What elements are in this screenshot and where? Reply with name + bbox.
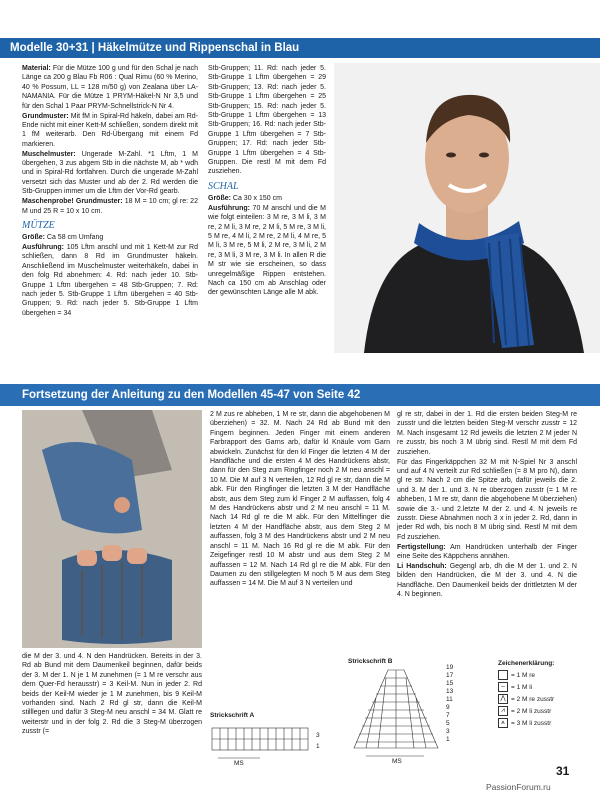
text: Mit fM in Spiral-Rd häkeln, dabei am Rd-Ende nicht mit einer Kett-M schließen, sondern direkt mit 1 fM weiterarb. Den Rd-Übergang mit einem Fd markieren. [22, 112, 198, 148]
section-header-2: Fortsetzung der Anleitung zu den Modellen 45-47 von Seite 42 [0, 384, 600, 406]
photo-fingerless-glove [22, 410, 202, 648]
row-13: 13 [446, 688, 454, 695]
text: Ca 30 x 150 cm [232, 194, 282, 202]
p2tog-symbol-icon: ⩘ [498, 706, 508, 716]
row-15: 15 [446, 680, 454, 687]
photo-glove-illustration [22, 410, 202, 648]
row-3: 3 [446, 728, 450, 735]
column-5 [22, 652, 202, 737]
legend-label: = 2 M li zusstr [511, 708, 552, 715]
purl-symbol-icon: – [498, 682, 508, 692]
label: Größe: [22, 234, 45, 241]
text: Für die Mütze 100 g und für den Schal je nach Länge ca 200 g Blau Fb R06 : Qual Rimu (60 % Merino, 40 % Possum, LL = 128 m/50 g) von Zealana über LA-NAMANIA. Für die Mütze 1 PRYM-Häkel-N Nr 3,5 und für den Schal 1 Paar PRYM-Schnellstrick-N Nr 4. [22, 65, 199, 110]
chart-a-title: Strickschrift A [210, 712, 255, 719]
photo-man-with-scarf [334, 63, 600, 353]
row-7: 7 [446, 712, 450, 719]
legend-title: Zeichenerklärung: [498, 660, 555, 667]
text: 105 Lftm anschl und mit 1 Kett-M zur Rd schließen, dann 8 Rd im Grundmuster häkeln. Anschließend im Muschelmuster weiterhäkeln, dabei in den folg Rd abnehmen: 4. Rd: nach jeder 10. Stb-Gruppe 1 Lftm übergehen = 48 Stb-Gruppen; 7. Rd: nach jeder 5. Stb-Gruppe 1 Lftm übergehen = 40 Stb-Gruppen; 9. Rd: nach jeder 5. Stb-Gruppe 1 Lftm übergehen = 34 [22, 243, 198, 317]
text: 18 M = 10 cm; gl re: 22 M und 25 R = 10 x 10 cm. [22, 198, 198, 215]
watermark: PassionForum.ru [486, 782, 551, 792]
legend-item [498, 670, 594, 682]
text: Gegengl arb, dh die M der 1. und 2. N bilden den Handrücken, die M der 3. und 4. N die Handfläche. Den Daumenkeil beids der drittletzten M der 4. N beginnen. [397, 563, 577, 599]
chart-a-row-3: 3 [316, 732, 320, 739]
legend-label: = 2 M re zusstr [511, 696, 555, 703]
column-2 [208, 64, 326, 298]
label: Muschelmuster: [22, 150, 76, 158]
legend-item [498, 718, 594, 730]
photo-man-illustration [334, 63, 600, 353]
chart-b-ms: MS [392, 758, 402, 765]
column-1 [22, 64, 198, 319]
text: Ungerade M-Zahl. *1 Lftm, 1 M übergehen, 3 zus abgem Stb in die nächste M, ab * wdh und in Spiral-Rd fortfahren. Durch die ungerade M-Zahl versetzt sich das Muster und ab der 2. Rd werden die Stb-Gruppen immer um die Lftm der Vor-Rd gearb. [22, 150, 199, 196]
legend-label: = 1 M li [511, 684, 533, 691]
p3tog-symbol-icon: ⩚ [498, 718, 508, 728]
chart-a-row-1: 1 [316, 743, 320, 750]
label: Grundmuster: [22, 112, 69, 120]
label: Maschenprobe! Grundmuster: [22, 198, 123, 206]
subheading-schal: SCHAL [208, 180, 239, 192]
chart-b [348, 658, 460, 768]
text: die M der 3. und 4. N den Handrücken. Bereits in der 3. Rd ab Bund mit dem Daumenkeil beginnen, dafür beids der 3. M der 1. N je 1 M zunehmen (= 1 M re verschr aus dem Quer-Fd herausstr) = 3 Keil-M. Nun in jeder 2. Rd beids der Keil-M wieder je 1 M zunehmen, bis 9 Keil-M vorhanden sind. Nach 2 Rd gl str, dann die Keil-M stilllegen und dafür 3 Steg-M neu anschl = 34 M. Glatt re weiterstr und in der folg 2. Rd die 3 Steg-M überzogen zusstr (= [22, 653, 202, 736]
chart-a-ms: MS [234, 760, 244, 767]
legend [498, 658, 594, 730]
column-3 [210, 410, 390, 589]
row-5: 5 [446, 720, 450, 727]
text: Für das Fingerkäppchen 32 M mit N-Spiel Nr 3 anschl und auf 4 N verteilt zur Rd schließen (= 8 M pro N), dann gl re str. Nach 2 cm die Spitze arb, dafür jeweils die 2. und 3. M der 1. und 3. N re überzogen zusstr (= 1 M re abheben, 1 M re str, dann die abgehobene M überziehen) sowie die 3.- und 2.letzte M der 2. und 4. N jeweils re zusstr. Diese Abnahmen noch 3 x in jeder 2. Rd, dann in jeder Rd wdh, bis noch 8 M übrig sind. Restl M mit dem Fd zusziehen. [397, 458, 577, 541]
text: Ca 58 cm Umfang [46, 234, 104, 241]
label: Fertigstellung: [397, 543, 446, 551]
label: Größe: [208, 194, 231, 202]
label: Ausführung: [208, 204, 250, 212]
legend-item [498, 694, 594, 706]
chart-b-title: Strickschrift B [348, 658, 393, 665]
text: Stb-Gruppen; 11. Rd: nach jeder 5. Stb-Gruppe 1 Lftm übergehen = 29 Stb-Gruppen; 13. Rd: nach jeder 5. Stb-Gruppe 1 Lftm übergehen = 25 Stb-Gruppen; 15. Rd: nach jeder 5. Stb-Gruppe 1 Lftm übergehen = 13 Stb-Gruppen; 16. Rd: nach jeder Stb-Gruppe 1 Lftm übergehen = 7 Stb-Gruppen; 17. Rd: nach jeder Stb-Gruppe 1 Lftm übergehen = 4 Stb-Gruppen. Die restl M mit dem Fd zusziehen. [208, 65, 326, 176]
text: 2 M zus re abheben, 1 M re str, dann die abgehobenen M überziehen) = 32. M. Nach 24 Rd ab Bund mit den Fingern beginnen. Jeden Finger mit einem anderen Farbrapport des Garns arb, dafür kl Knäule vom Garn abwickeln. Zunächst für den kl Finger die letzten 4 M der Handfläche und die ersten 4 M des Handrückens abstr, dann für den Steg zum Ringfinger noch 2 M neu anschl = 10 M. Die M auf 3 N verteilen, 12 Rd gl re str, dann die M abk. Für den Ringfinger die letzten 3 M der Handfläche abstr, aus dem Steg zum kl Finger 2 M auffassen, folg 4 M des Handrückens abstr und 2 M neu anschl = 11 M. Nach 14 Rd gl re die M abk. Für den Mittelfinger die letzten 4 M der Handfläche abstr, aus dem Steg 2 M auffassen, folg 3 M des Handrückens abstr und 2 M neu anschl = 11 M. Nach 16 Rd gl re die M abk. Für den Zeigefinger restl 10 M abstr und aus dem Steg 2 M auffassen = 12 M. Nach 14 Rd gl re die M abk. Für den Daumen zu den stillgelegten M noch 5 M aus dem Steg auffassen = 14 M. Die M auf 3 N verteilen und [210, 411, 390, 588]
legend-label: = 1 M re [511, 672, 536, 679]
page-number: 31 [556, 764, 570, 778]
legend-label: = 3 M li zusstr [511, 720, 552, 727]
chart-b-row-labels [446, 664, 453, 744]
k2tog-symbol-icon: ⋀ [498, 694, 508, 704]
label: Ausführung: [22, 243, 64, 251]
row-11: 11 [446, 696, 453, 703]
subheading-muetze: MÜTZE [22, 220, 55, 231]
row-1: 1 [446, 736, 450, 743]
row-19: 19 [446, 664, 454, 671]
legend-item [498, 682, 594, 694]
label: Li Handschuh: [397, 563, 447, 570]
text: gl re str, dabei in der 1. Rd die ersten beiden Steg-M re zusstr und die letzten beiden Steg-M verschr zusstr = 12 M. Nach insgesamt 12 Rd jeweils die letzten 2 M jeder N re zusstr, bis noch 3 M übrig sind. Restl M mit dem Fd zusziehen. [397, 411, 577, 456]
legend-item [498, 706, 594, 718]
column-4 [397, 410, 577, 600]
row-17: 17 [446, 672, 454, 679]
text: 70 M anschl und die M wie folgt einteilen: 3 M re, 3 M li, 3 M re, 2 M li, 3 M re, 2 M li, 5 M re, 3 M li, 5 M re, 4 M li, 2 M re, 2 M li, 4 M re, 5 M li, 3 M re, 5 M li, 2 M re, 3 M li, 2 M re, 3 M li, 3 M re, 3 M li. In allen R die M str wie sie erscheinen, so dass unregelmäßige Rippen entstehen. Nach ca 150 cm ab Anschlag oder der gewünschten Länge alle M abk. [208, 204, 326, 297]
knit-symbol-icon [498, 670, 508, 680]
chart-b-grid [348, 668, 460, 768]
label: Material: [22, 65, 51, 72]
row-9: 9 [446, 704, 450, 711]
section-header-1: Modelle 30+31 | Häkelmütze und Rippenschal in Blau [0, 38, 600, 58]
chart-a [210, 712, 335, 770]
text: Am Handrücken unterhalb der Finger eine Seite des Käppchens annähen. [397, 543, 578, 561]
